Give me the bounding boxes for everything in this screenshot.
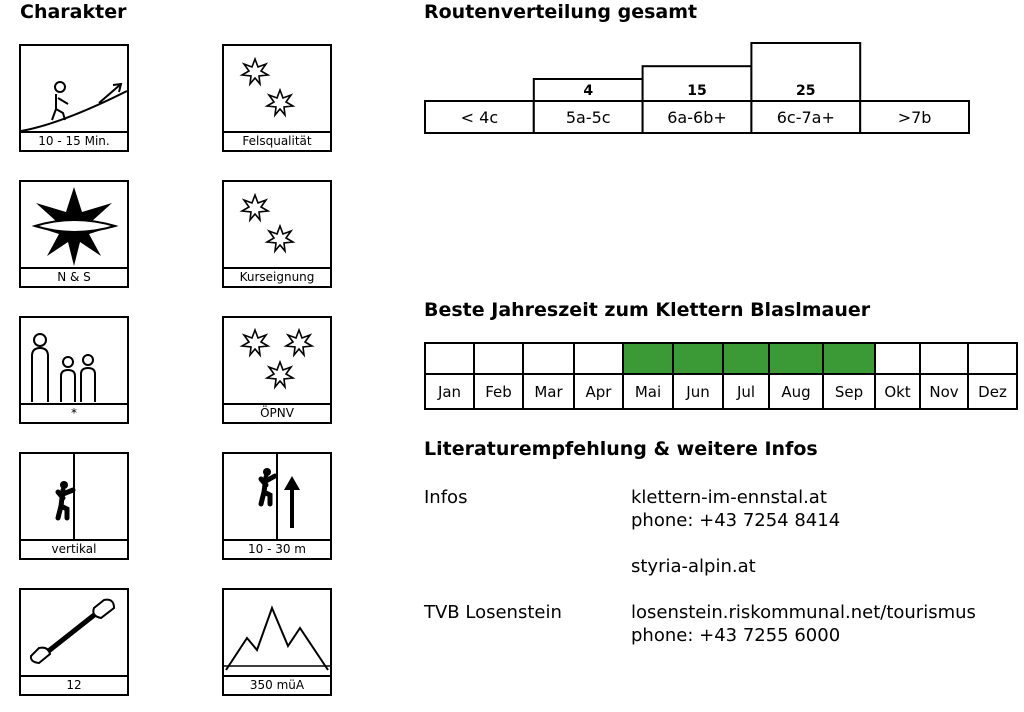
month-label-mai: Mai	[623, 374, 673, 409]
tile-caption: 10 - 15 Min.	[21, 131, 127, 150]
infos-phone: phone: +43 7254 8414	[631, 510, 841, 531]
season-heading: Beste Jahreszeit zum Klettern Blaslmauer	[424, 299, 871, 321]
tile-approach	[19, 44, 129, 152]
tile-caption: Felsqualität	[224, 131, 330, 150]
tvb-website-link[interactable]: losenstein.riskommunal.net/tourismus	[631, 602, 976, 623]
season-indicator-jun	[673, 343, 723, 374]
route-distribution-chart	[424, 42, 970, 134]
infos-label: Infos	[424, 487, 468, 508]
season-indicator-dez	[968, 343, 1017, 374]
two-stars-icon	[224, 46, 330, 133]
tile-caption: vertikal	[21, 539, 127, 558]
bar-value-label: 25	[796, 83, 816, 99]
tile-caption: 350 müA	[224, 675, 330, 694]
route-length-icon	[224, 454, 330, 541]
tile-rock-quality	[222, 44, 332, 152]
season-indicator-jul	[723, 343, 769, 374]
season-indicator-apr	[574, 343, 623, 374]
tvb-label: TVB Losenstein	[424, 602, 562, 623]
tvb-phone: phone: +43 7255 6000	[631, 625, 841, 646]
month-label-sep: Sep	[823, 374, 875, 409]
season-indicator-mar	[523, 343, 574, 374]
routes-heading: Routenverteilung gesamt	[424, 1, 698, 23]
tile-caption: N & S	[21, 267, 127, 286]
three-stars-icon	[224, 318, 330, 405]
category-label: < 4c	[460, 108, 499, 127]
bar-value-label: 15	[687, 83, 707, 99]
styria-website-link[interactable]: styria-alpin.at	[631, 556, 756, 577]
quickdraw-icon	[21, 590, 127, 677]
compass-star-icon	[21, 182, 127, 269]
tile-caption: *	[21, 403, 127, 422]
route-chart-svg	[424, 42, 970, 134]
season-indicator-okt	[875, 343, 920, 374]
infos-website-link[interactable]: klettern-im-ennstal.at	[631, 487, 827, 508]
tile-public-transport	[222, 316, 332, 424]
month-label-jun: Jun	[673, 374, 723, 409]
tile-wall-angle	[19, 452, 129, 560]
month-label-aug: Aug	[769, 374, 823, 409]
tile-route-length	[222, 452, 332, 560]
approach-walk-icon	[21, 46, 127, 133]
tile-course	[222, 180, 332, 288]
tile-family	[19, 316, 129, 424]
month-label-apr: Apr	[574, 374, 623, 409]
category-label: 5a-5c	[565, 108, 611, 127]
mountain-icon	[224, 590, 330, 677]
month-label-feb: Feb	[474, 374, 523, 409]
month-label-nov: Nov	[920, 374, 968, 409]
season-indicator-sep	[823, 343, 875, 374]
two-stars-icon	[224, 182, 330, 269]
season-indicator-nov	[920, 343, 968, 374]
season-indicator-mai	[623, 343, 673, 374]
tile-altitude	[222, 588, 332, 696]
season-indicator-feb	[474, 343, 523, 374]
season-indicator-jan	[425, 343, 474, 374]
tile-caption: 10 - 30 m	[224, 539, 330, 558]
month-label-dez: Dez	[968, 374, 1017, 409]
literature-heading: Literaturempfehlung & weitere Infos	[424, 438, 818, 460]
season-indicator-aug	[769, 343, 823, 374]
tile-caption: 12	[21, 675, 127, 694]
month-label-jan: Jan	[425, 374, 474, 409]
month-label-mar: Mar	[523, 374, 574, 409]
tile-orientation	[19, 180, 129, 288]
bar-value-label: 4	[583, 83, 594, 99]
tile-quickdraws	[19, 588, 129, 696]
family-icon	[21, 318, 127, 405]
month-label-jul: Jul	[723, 374, 769, 409]
category-label: 6a-6b+	[667, 108, 727, 127]
category-label: 6c-7a+	[776, 108, 835, 127]
tile-caption: Kurseignung	[224, 267, 330, 286]
category-label: >7b	[897, 108, 932, 127]
month-label-okt: Okt	[875, 374, 920, 409]
tile-caption: ÖPNV	[224, 403, 330, 422]
vertical-wall-icon	[21, 454, 127, 541]
season-calendar	[424, 342, 1018, 410]
charakter-heading: Charakter	[20, 1, 127, 23]
